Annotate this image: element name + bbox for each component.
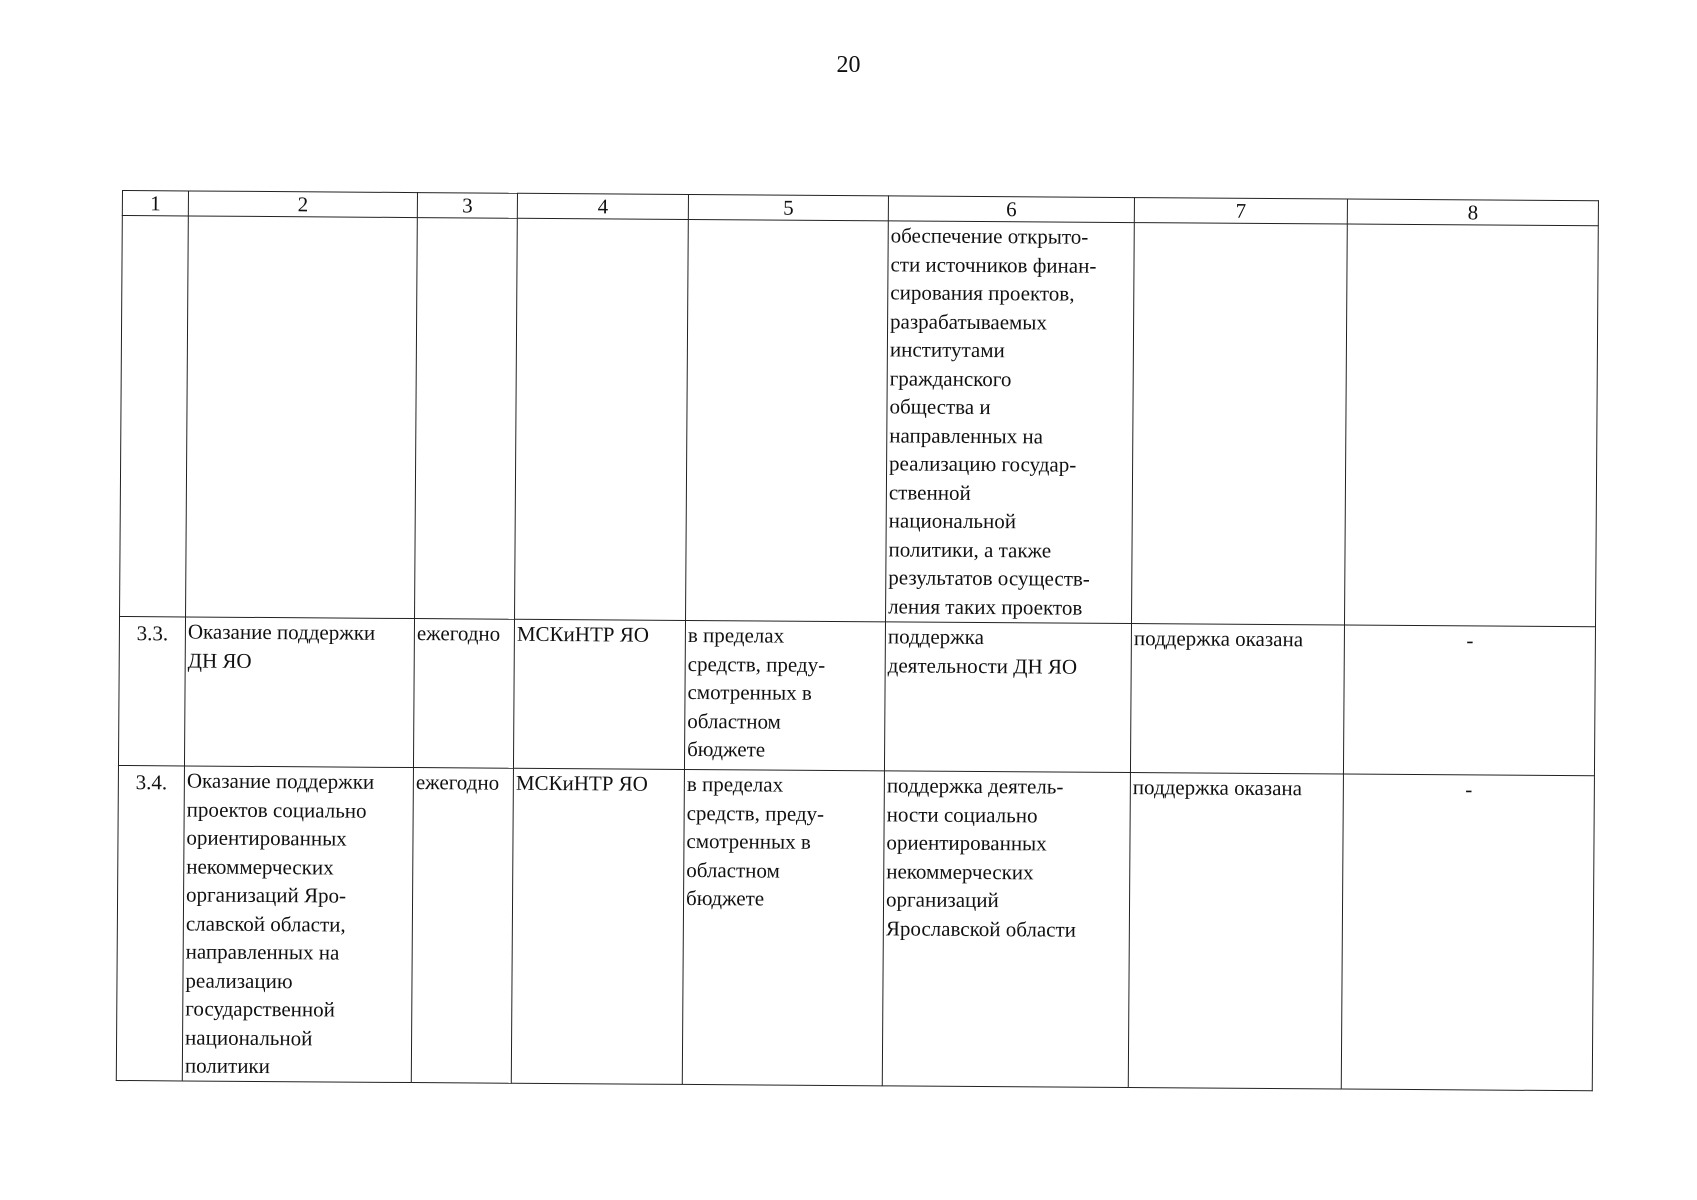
empty-cell <box>120 216 189 617</box>
empty-cell <box>515 218 689 620</box>
header-cell-3: 3 <box>417 193 517 219</box>
indicator-cell: поддержка оказана <box>1128 773 1343 1089</box>
funding-cell: в пределах средств, преду- смотренных в областном бюджете <box>682 769 884 1085</box>
empty-cell <box>686 219 889 621</box>
page-number: 20 <box>836 52 861 78</box>
result-cell: поддержка деятельности ДН ЯО <box>884 622 1131 773</box>
header-cell-8: 8 <box>1347 199 1598 226</box>
header-cell-2: 2 <box>188 191 417 218</box>
action-cell: Оказание поддержки проектов социально ориентированных некоммерческих организаций Яро- славской области, направленных на реализацию государственной национальной политики <box>182 766 413 1082</box>
row-number: 3.3. <box>118 616 185 765</box>
header-cell-5: 5 <box>688 194 888 220</box>
empty-cell <box>1131 223 1347 625</box>
table-row <box>118 616 1595 775</box>
header-cell-7: 7 <box>1134 198 1347 224</box>
executor-cell: МСКиНТР ЯО <box>513 619 685 769</box>
empty-cell <box>415 218 518 620</box>
table-row <box>116 765 1594 1090</box>
table-wrapper <box>116 190 1599 1091</box>
row-number: 3.4. <box>116 765 184 1080</box>
executor-cell: МСКиНТР ЯО <box>511 768 684 1084</box>
header-cell-1: 1 <box>122 191 188 216</box>
term-cell: ежегодно <box>413 619 514 769</box>
header-cell-4: 4 <box>517 193 688 219</box>
header-cell-6: 6 <box>888 196 1134 223</box>
note-cell: - <box>1341 774 1594 1090</box>
action-cell: Оказание поддержки ДН ЯО <box>184 617 414 768</box>
funding-cell: в пределах средств, преду- смотренных в областном бюджете <box>684 620 885 770</box>
indicator-cell: поддержка оказана <box>1130 624 1344 774</box>
result-cell: поддержка деятель- ности социально ориентированных некоммерческих организаций Ярославской области <box>882 771 1130 1087</box>
empty-cell <box>186 216 418 619</box>
empty-cell <box>1344 224 1598 627</box>
note-cell: - <box>1343 625 1595 776</box>
continuation-row <box>120 216 1599 627</box>
term-cell: ежегодно <box>411 768 513 1083</box>
result-cell: обеспечение открыто- сти источников финан- сирования проектов, разрабатываемых институтами гражданского общества и направленных на реализацию государ- ственной национальной политики, а также результатов осуществ- ления таких проектов <box>886 221 1135 624</box>
measures-table <box>116 190 1599 1091</box>
